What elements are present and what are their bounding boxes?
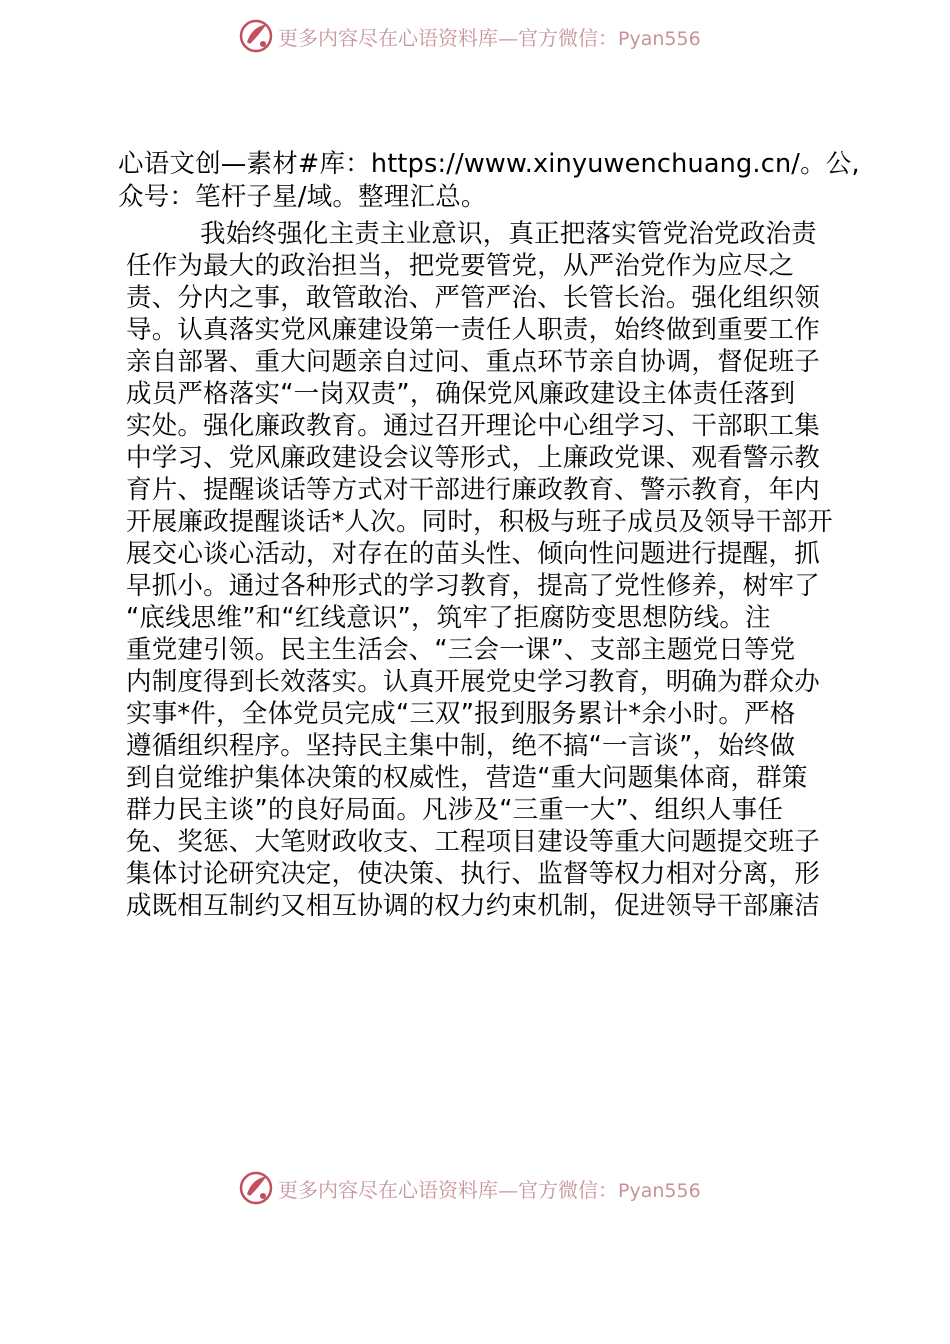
watermark-part1: 更多内容尽在心语资料库 — [278, 1177, 498, 1202]
doc-line: 我始终强化主责主业意识，真正把落实管党治党政治责 — [200, 219, 817, 249]
doc-line: 重党建引领。民主生活会、“三会一课”、支部主题党日等党 — [126, 635, 796, 665]
doc-line: 群力民主谈”的良好局面。凡涉及“三重一大”、组织人事任 — [126, 795, 784, 825]
doc-line: 到自觉维护集体决策的权威性，营造“重大问题集体商，群策 — [126, 763, 808, 793]
doc-line: 集体讨论研究决定，使决策、执行、监督等权力相对分离，形 — [126, 859, 820, 889]
doc-line: 早抓小。通过各种形式的学习教育，提高了党性修养，树牢了 — [126, 571, 820, 601]
doc-line: 亲自部署、重大问题亲自过问、重点环节亲自协调，督促班子 — [126, 347, 820, 377]
watermark-part1: 更多内容尽在心语资料库 — [278, 25, 498, 50]
doc-line: 育片、提醒谈话等方式对干部进行廉政教育、警示教育，年内 — [126, 475, 820, 505]
doc-line: 开展廉政提醒谈话*人次。同时，积极与班子成员及领导干部开 — [126, 507, 833, 537]
watermark-part2: 官方微信： — [518, 25, 618, 50]
header-watermark — [238, 16, 758, 56]
footer-watermark — [238, 1168, 758, 1208]
doc-line: 众号：笔杆子星/域。整理汇总。 — [118, 182, 487, 212]
doc-line: 实事*件，全体党员完成“三双”报到服务累计*余小时。严格 — [126, 699, 796, 729]
doc-line: 展交心谈心活动，对存在的苗头性、倾向性问题进行提醒，抓 — [126, 539, 820, 569]
watermark-sep: — — [498, 25, 518, 50]
brand-logo-icon — [238, 1170, 274, 1206]
doc-line: 内制度得到长效落实。认真开展党史学习教育，明确为群众办 — [126, 667, 820, 697]
watermark-sep: — — [498, 1177, 518, 1202]
doc-line: 任作为最大的政治担当，把党要管党，从严治党作为应尽之 — [126, 251, 795, 281]
doc-line: 成既相互制约又相互协调的权力约束机制，促进领导干部廉洁 — [126, 891, 820, 921]
doc-line: 中学习、党风廉政建设会议等形式，上廉政党课、观看警示教 — [126, 443, 820, 473]
doc-line: 遵循组织程序。坚持民主集中制，绝不搞“一言谈”，始终做 — [126, 731, 796, 761]
watermark-text — [278, 22, 701, 51]
watermark-wechat-id: Pyan556 — [618, 1179, 701, 1202]
watermark-part2: 官方微信： — [518, 1177, 618, 1202]
watermark-text — [278, 1174, 701, 1203]
watermark-wechat-id: Pyan556 — [618, 27, 701, 50]
doc-line: 成员严格落实“一岗双责”，确保党风廉政建设主体责任落到 — [126, 379, 796, 409]
doc-line: 心语文创—素材#库：https://www.xinyuwenchuang.cn/。公, — [118, 149, 860, 179]
doc-line: 实处。强化廉政教育。通过召开理论中心组学习、干部职工集 — [126, 411, 820, 441]
doc-line: 导。认真落实党风廉建设第一责任人职责，始终做到重要工作 — [126, 315, 820, 345]
doc-line: 免、奖惩、大笔财政收支、工程项目建设等重大问题提交班子 — [126, 827, 820, 857]
doc-line: 责、分内之事，敢管敢治、严管严治、长管长治。强化组织领 — [126, 283, 820, 313]
doc-line: “底线思维”和“红线意识”，筑牢了拒腐防变思想防线。注 — [126, 603, 771, 633]
brand-logo-icon — [238, 18, 274, 54]
